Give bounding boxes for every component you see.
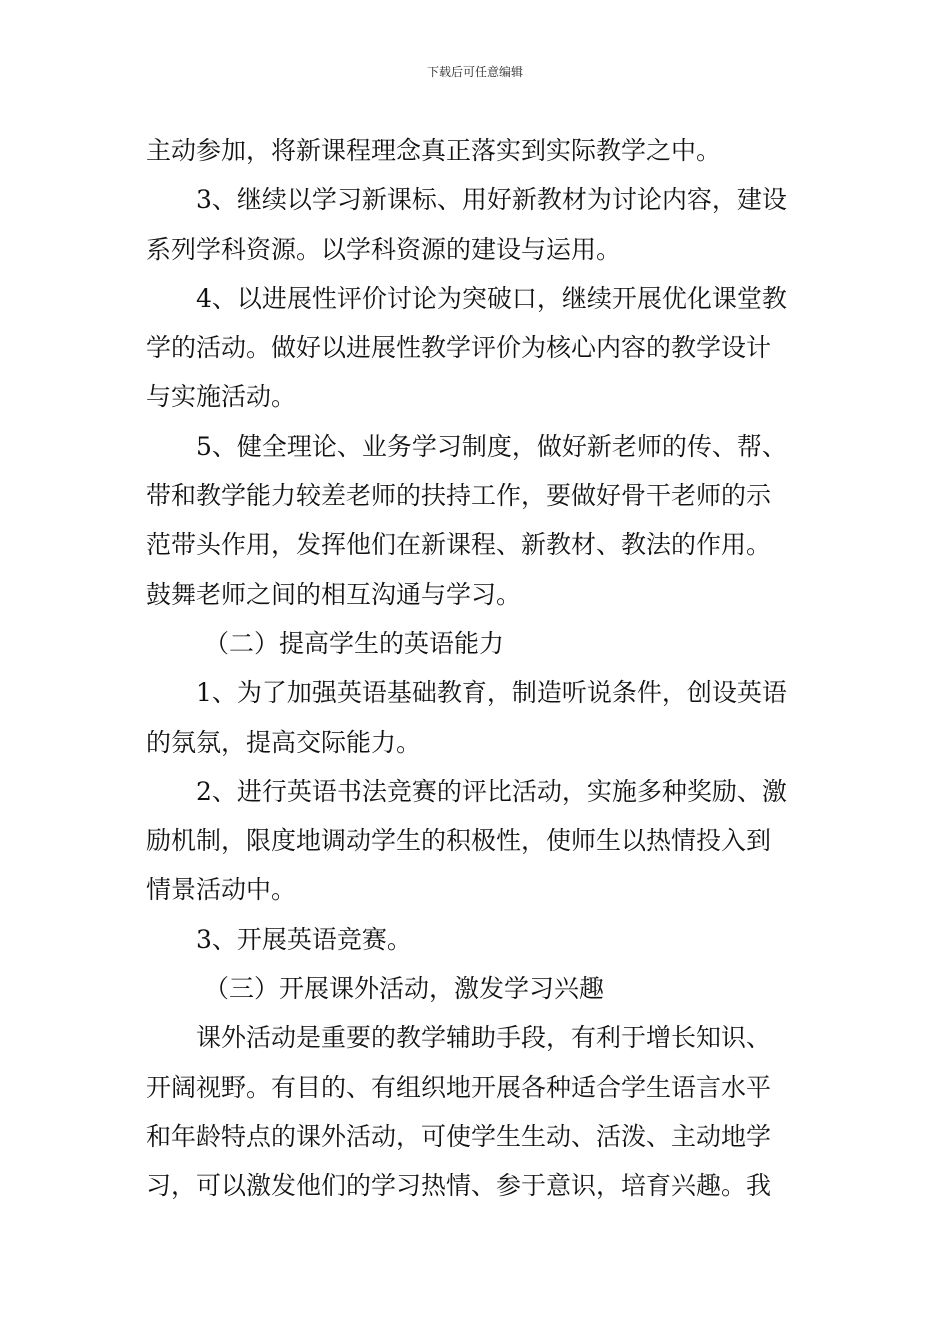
paragraph-start-line: 2、进行英语书法竞赛的评比活动，实施多种奖励、激 xyxy=(196,776,787,806)
paragraph-start-line: 1、为了加强英语基础教育，制造听说条件，创设英语 xyxy=(196,678,787,708)
text-line: 开阔视野。有目的、有组织地开展各种适合学生语言水平 xyxy=(146,1072,772,1102)
text-line: 学的活动。做好以进展性教学评价为核心内容的教学设计 xyxy=(146,333,772,363)
paragraph-start-line: 3、继续以学习新课标、用好新教材为讨论内容，建设 xyxy=(196,185,787,215)
text-line: 的氛氛，提高交际能力。 xyxy=(146,727,422,757)
document-body xyxy=(146,126,806,1211)
text-line: 习，可以激发他们的学习热情、参于意识，培育兴趣。我 xyxy=(146,1171,772,1201)
text-line: 系列学科资源。以学科资源的建设与运用。 xyxy=(146,234,622,264)
text-line: 励机制，限度地调动学生的积极性，使师生以热情投入到 xyxy=(146,826,772,856)
text-line: 鼓舞老师之间的相互沟通与学习。 xyxy=(146,579,522,609)
paragraph-start-line: 3、开展英语竞赛。 xyxy=(196,924,412,954)
text-line: 主动参加，将新课程理念真正落实到实际教学之中。 xyxy=(146,136,722,165)
text-line: 和年龄特点的课外活动，可使学生生动、活泼、主动地学 xyxy=(146,1121,772,1151)
paragraph-start-line: 5、健全理论、业务学习制度，做好新老师的传、帮、 xyxy=(196,431,787,461)
page-header: 下载后可任意编辑 xyxy=(426,65,523,79)
text-line: 与实施活动。 xyxy=(146,382,297,412)
text-line: 带和教学能力较差老师的扶持工作，要做好骨干老师的示 xyxy=(146,481,772,511)
section-heading: （三）开展课外活动，激发学习兴趣 xyxy=(204,974,605,1004)
paragraph-start-line: 4、以进展性评价讨论为突破口，继续开展优化课堂教 xyxy=(196,283,787,313)
text-line: 范带头作用，发挥他们在新课程、新教材、教法的作用。 xyxy=(146,530,772,560)
section-heading: （二）提高学生的英语能力 xyxy=(204,628,505,658)
paragraph-start-line: 课外活动是重要的教学辅助手段，有利于增长知识、 xyxy=(196,1023,772,1053)
text-line: 情景活动中。 xyxy=(146,875,297,905)
